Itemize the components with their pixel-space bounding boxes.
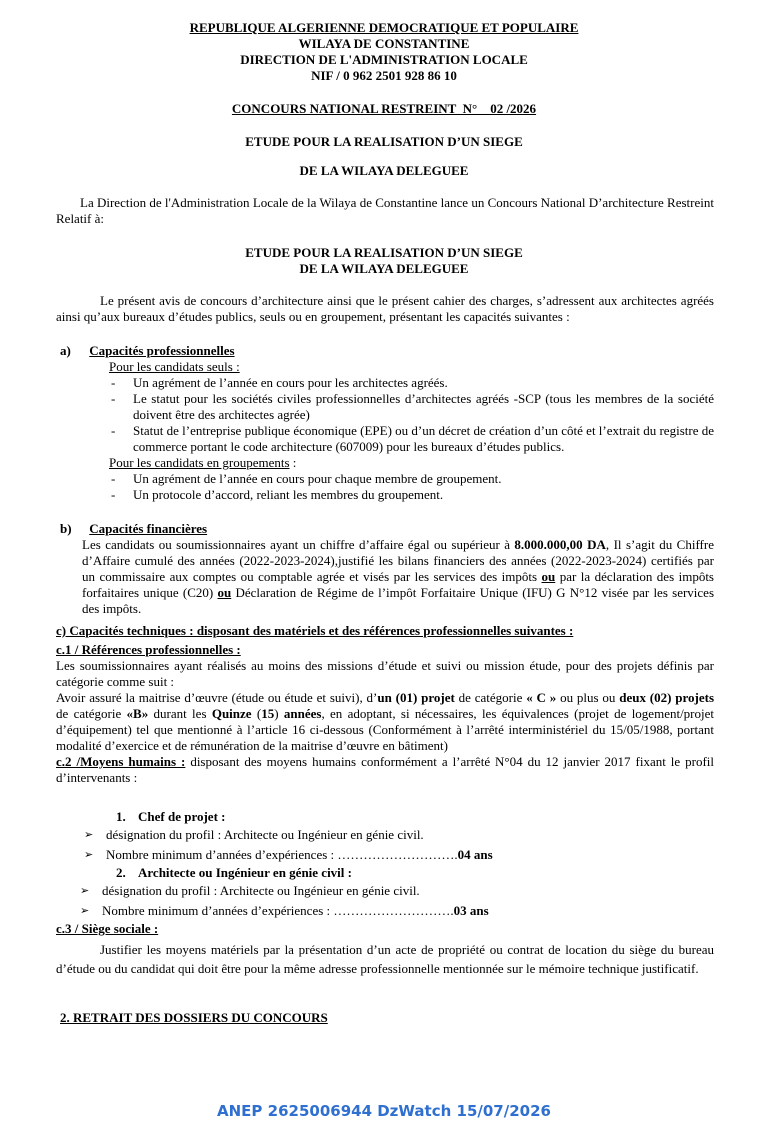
etude-title-2: DE LA WILAYA DELEGUEE (299, 163, 469, 178)
section-b-text: Les candidats ou soumissionnaires ayant un chiffre d’affaire égal ou supérieur à 8.000.000,00 DA, Il s’agit du Chiffre d’Affaire cumulé des années (2022-2023-2024),justifié les bilans financiers des années (2022-2023-2024) certifiés par un commissaire aux comptes ou comptable agrée et visés par les services des impôts ou par la déclaration des impôts forfaitaires unique (C20) ou Déclaration de Régime de l’impôt Forfaitaire Unique (IFU) G N°12 visée par les services des impôts. (82, 537, 715, 616)
section-b (56, 521, 714, 617)
candidats-seuls-label: Pour les candidats seuls : (109, 359, 240, 374)
candidats-seuls-list (109, 375, 714, 455)
section-c3-title: c.3 / Siège sociale : (56, 921, 159, 936)
candidats-groupement-list (109, 471, 714, 503)
etude-title-4: DE LA WILAYA DELEGUEE (299, 261, 469, 276)
section-c3-text: Justifier les moyens matériels par la présentation d’un acte de propriété ou contrat de location du siège du bureau d’étude ou du candidat qui doit être pour la même adresse professionnelle mentionnée sur le mémoire technique justificatif. (56, 942, 714, 976)
list-item: ➢ désignation du profil : Architecte ou Ingénieur en génie civil. (78, 883, 678, 899)
header-line-wilaya: WILAYA DE CONSTANTINE (298, 36, 470, 51)
section-c1-text: Les soumissionnaires ayant réalisés au moins des missions d’étude et suivi ou mission étude, pour des projets définis par catégorie comme suit : (56, 658, 714, 689)
chef-projet-list (82, 827, 682, 863)
section-b-title: Capacités financières (89, 521, 208, 536)
list-item: - Statut de l’entreprise publique économique (EPE) ou d’un décret de création d’un côté et l’extrait du registre de commerce portant le code architecture (607009) pour les bureaux d’études publics. (109, 423, 714, 455)
list-item: - Un protocole d’accord, reliant les membres du groupement. (109, 487, 714, 503)
section-c2-paragraph: c.2 /Moyens humains : disposant des moyens humains conformément a l’arrêté N°04 du 12 janvier 2017 fixant le profil d’intervenants : (56, 754, 715, 785)
list-item: - Un agrément de l’année en cours pour les architectes agréés. (109, 375, 714, 391)
section-c1-paragraph: Avoir assuré la maitrise d’œuvre (étude ou étude et suivi), d’un (01) projet de catégorie « C » ou plus ou deux (02) projets de catégorie «B» durant les Quinze (15) années, en adoptant, si nécessaires, les équivalences (projet de logement/projet d’équipement) tel que mentionné à l’article 16 ci-dessous (Conformément à l’arrêté interministériel du 15/05/1988, portant modalité d’exercice et de rémunération de la maitrise d’œuvre en bâtiment) (56, 690, 715, 753)
header-line-republic: REPUBLIQUE ALGERIENNE DEMOCRATIQUE ET POPULAIRE (189, 20, 579, 35)
section-c (56, 623, 714, 786)
list-item: - Un agrément de l’année en cours pour chaque membre de groupement. (109, 471, 714, 487)
chef-projet-heading: 1. Chef de projet : (116, 809, 226, 824)
candidats-groupement-label: Pour les candidats en groupements : (109, 455, 297, 470)
section-c2-title: c.2 /Moyens humains : (56, 754, 186, 769)
etude-title-1: ETUDE POUR LA REALISATION D’UN SIEGE (245, 134, 523, 149)
header-line-nif: NIF / 0 962 2501 928 86 10 (311, 68, 457, 83)
intro-paragraph: La Direction de l'Administration Locale de la Wilaya de Constantine lance un Concours National D’architecture Restreint Relatif à: (56, 195, 714, 226)
list-item: ➢ Nombre minimum d’années d’expériences : ……………………….03 ans (78, 903, 678, 919)
section-a-heading (56, 343, 714, 359)
section-a-label: a) (60, 343, 71, 358)
present-paragraph: Le présent avis de concours d’architecture ainsi que le présent cahier des charges, s’adressent aux architectes agréés ainsi qu’aux bureaux d’études publics, seuls ou en groupement, présentant les capacités suivantes : (56, 293, 714, 324)
architecte-list (78, 883, 678, 919)
footer-reference: ANEP 2625006944 DzWatch 15/07/2026 (217, 1102, 551, 1120)
section-b-heading (56, 521, 714, 537)
amount: 8.000.000,00 DA (514, 537, 606, 552)
section-c-title: c) Capacités techniques : disposant des matériels et des références professionnelles suivantes : (56, 623, 574, 638)
section-a (56, 343, 714, 503)
section-c3 (56, 921, 714, 978)
retrait-title: 2. RETRAIT DES DOSSIERS DU CONCOURS (60, 1010, 328, 1025)
section-b-label: b) (60, 521, 72, 536)
list-item: ➢ désignation du profil : Architecte ou Ingénieur en génie civil. (82, 827, 682, 843)
header-line-direction: DIRECTION DE L'ADMINISTRATION LOCALE (240, 52, 528, 67)
section-a-title: Capacités professionnelles (89, 343, 235, 358)
concours-title: CONCOURS NATIONAL RESTREINT N° 02 /2026 (231, 101, 537, 116)
section-c1-title: c.1 / Références professionnelles : (56, 642, 241, 657)
list-item: ➢ Nombre minimum d’années d’expériences : ……………………….04 ans (82, 847, 682, 863)
list-item: - Le statut pour les sociétés civiles professionnelles d’architectes agréés -SCP (tous les membres de la société doivent être des architectes agrée) (109, 391, 714, 423)
etude-title-3: ETUDE POUR LA REALISATION D’UN SIEGE (245, 245, 523, 260)
architecte-heading: 2. Architecte ou Ingénieur en génie civil : (116, 865, 352, 880)
